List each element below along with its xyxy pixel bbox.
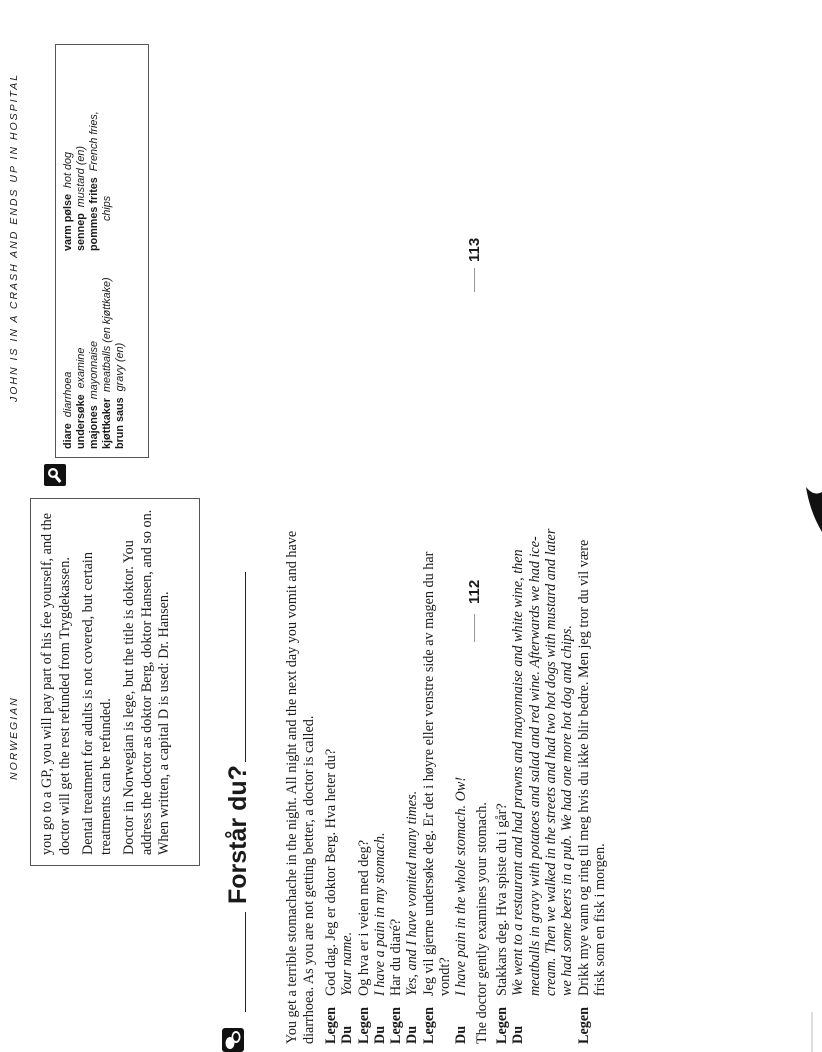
vocab-entry	[75, 53, 88, 251]
section-heading	[218, 624, 268, 1044]
vocab-entry	[101, 53, 114, 251]
heading-rule-left	[245, 912, 246, 1012]
page-number-rule	[474, 614, 475, 642]
info-para-2: Dental treatment for adults is not covered, but certain treatments can be refunded.	[80, 552, 114, 855]
vocab-word: sennep	[75, 213, 87, 251]
vocab-word: diare	[62, 423, 74, 449]
vocab-entry	[62, 251, 75, 449]
page-number-rule-right	[474, 268, 475, 292]
speaker-label: Legen	[388, 1006, 405, 1044]
vocab-translation: mayonnaise	[88, 340, 100, 400]
vocab-entry	[62, 53, 75, 251]
vocab-column-1	[62, 251, 142, 449]
vocab-word: majones	[88, 405, 100, 449]
vocab-word: pommes frites	[88, 177, 100, 251]
left-page-number: 112	[466, 579, 483, 604]
vocab-translation: chips	[101, 195, 113, 221]
vocab-entry	[88, 53, 101, 251]
book-spine	[806, 0, 822, 1052]
speaker-label: Legen	[323, 1006, 339, 1044]
vocab-translation: hot dog	[62, 151, 74, 188]
dialogue-line: Har du diaré?	[388, 918, 405, 996]
dialogue-line: Yes, and I have vomited many times.	[404, 790, 421, 996]
info-box	[30, 498, 200, 866]
dialogue-line: I have pain in the whole stomach. Ow!	[453, 776, 470, 996]
vocab-word: undersøke	[75, 394, 87, 449]
heading-rule-right	[245, 572, 246, 762]
speaker-label: Du	[371, 1025, 388, 1044]
right-running-head: JOHN IS IN A CRASH AND ENDS UP IN HOSPITAL	[8, 72, 20, 402]
right-page-number: 113	[466, 237, 483, 262]
speaker-label: Du	[453, 1025, 470, 1044]
dialogue-line: God dag. Jeg er doktor Berg. Hva heter du?	[323, 748, 339, 996]
vocab-entry	[101, 251, 114, 449]
vocab-entry	[114, 251, 127, 449]
speaker-label: Du	[404, 1025, 421, 1044]
info-para-3: Doctor in Norwegian is lege, but the title is doktor. You address the doctor as doktor Berg, doktor Hansen, and so on. When written, a capital D is used: Dr. Hansen.	[121, 509, 172, 855]
vocabulary-box	[55, 44, 149, 458]
dialogue-line: Jeg vil gjerne undersøke deg. Er det i høyre eller venstre side av magen du har vondt?	[420, 551, 454, 996]
vocab-translation: mustard (en)	[75, 145, 87, 208]
dialogue-line: Drikk mye vann og ring til meg hvis du ikke blir bedre. Men jeg tror du vil være frisk som en fisk i morgen.	[575, 539, 608, 996]
vocab-translation: gravy (en)	[114, 342, 126, 392]
dialogue-line: We went to a restaurant and had prawns and mayonnaise and white wine, then meatballs in gravy with potatoes and salad and red wine. Afterwards we had ice-cream. Then we walked in the streets and had two hot dogs with mustard and later we had some beers in a pub. We had one more hot dog and chips.	[510, 528, 576, 996]
speaker-label: Legen	[494, 1006, 511, 1044]
vocab-translation: meatballs (en kjøttkake)	[101, 277, 113, 392]
dialogue-line: Stakkars deg. Hva spiste du i går?	[494, 803, 511, 996]
magnifier-icon	[44, 464, 66, 486]
speaker-label: Legen	[420, 1006, 437, 1044]
speaker-label: Du	[339, 1025, 356, 1044]
dialogue-1	[323, 524, 470, 1044]
main-text	[284, 524, 608, 1044]
speaker-label: Legen	[575, 1006, 592, 1044]
vocab-translation: examine	[75, 347, 87, 389]
intro-paragraph: You get a terrible stomachache in the night. All night and the next day you vomit and have diarrhoea. As you are not getting better, a doctor is called.	[284, 530, 317, 1044]
speaker-label: Legen	[355, 1006, 372, 1044]
vocab-word: brun saus	[114, 397, 126, 449]
vocab-entry	[75, 251, 88, 449]
section-title: Forstår du?	[224, 765, 252, 904]
narration: The doctor gently examines your stomach.	[473, 802, 490, 1044]
vocab-translation: diarrhoea	[62, 371, 74, 418]
dialogue-line: Your name.	[339, 931, 356, 996]
speaker-label: Du	[510, 1025, 527, 1044]
vocab-word: kjøttkaker	[101, 397, 113, 449]
info-para-1: you go to a GP, you will pay part of his fee yourself, and the doctor will get the rest refunded from Trygdekassen.	[39, 512, 73, 855]
vocab-column-2	[62, 53, 142, 251]
dialogue-2	[494, 524, 608, 1044]
left-running-head: NORWEGIAN	[8, 696, 20, 780]
vocab-translation: French fries,	[88, 111, 100, 172]
dialogue-line: Og hva er i veien med deg?	[355, 839, 372, 996]
vocab-word: varm pølse	[62, 193, 74, 251]
vocab-entry	[88, 251, 101, 449]
dialogue-line: I have a pain in my stomach.	[371, 832, 388, 996]
